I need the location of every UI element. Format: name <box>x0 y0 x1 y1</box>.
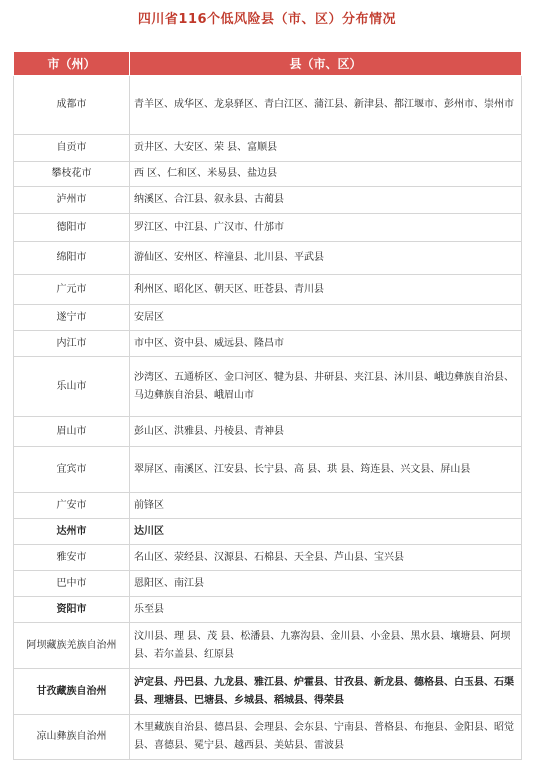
header-counties: 县（市、区） <box>130 52 522 76</box>
counties-cell: 名山区、荥经县、汉源县、石棉县、天全县、芦山县、宝兴县 <box>130 545 522 571</box>
table-row <box>14 242 522 275</box>
city-cell: 德阳市 <box>14 214 130 242</box>
table-row <box>14 305 522 331</box>
counties-cell: 恩阳区、南江县 <box>130 571 522 597</box>
city-cell: 达州市 <box>14 519 130 545</box>
counties-cell: 彭山区、洪雅县、丹棱县、青神县 <box>130 417 522 447</box>
table-row <box>14 715 522 760</box>
counties-cell: 贡井区、大安区、荣 县、富顺县 <box>130 135 522 162</box>
table-row <box>14 162 522 187</box>
counties-cell: 罗江区、中江县、广汉市、什邡市 <box>130 214 522 242</box>
city-cell: 自贡市 <box>14 135 130 162</box>
counties-cell: 泸定县、丹巴县、九龙县、雅江县、炉霍县、甘孜县、新龙县、德格县、白玉县、石渠县、理塘县、巴塘县、乡城县、稻城县、得荣县 <box>130 669 522 715</box>
counties-cell: 翠屏区、南溪区、江安县、长宁县、高 县、珙 县、筠连县、兴文县、屏山县 <box>130 447 522 493</box>
table-row <box>14 187 522 214</box>
table-row <box>14 135 522 162</box>
page-title: 四川省116个低风险县（市、区）分布情况 <box>137 12 397 27</box>
city-cell: 遂宁市 <box>14 305 130 331</box>
table-row <box>14 545 522 571</box>
city-cell: 雅安市 <box>14 545 130 571</box>
city-cell: 凉山彝族自治州 <box>14 715 130 760</box>
city-cell: 绵阳市 <box>14 242 130 275</box>
header-city: 市（州） <box>14 52 130 76</box>
counties-cell: 达川区 <box>130 519 522 545</box>
city-cell: 攀枝花市 <box>14 162 130 187</box>
table-row <box>14 571 522 597</box>
counties-cell: 乐至县 <box>130 597 522 623</box>
table-header-row <box>14 52 522 76</box>
city-cell: 宜宾市 <box>14 447 130 493</box>
counties-cell: 利州区、昭化区、朝天区、旺苍县、青川县 <box>130 275 522 305</box>
counties-cell: 汶川县、理 县、茂 县、松潘县、九寨沟县、金川县、小金县、黑水县、壤塘县、阿坝县、若尔盖县、红原县 <box>130 623 522 669</box>
table-row <box>14 275 522 305</box>
city-cell: 眉山市 <box>14 417 130 447</box>
city-cell: 巴中市 <box>14 571 130 597</box>
counties-cell: 纳溪区、合江县、叙永县、古蔺县 <box>130 187 522 214</box>
city-cell: 甘孜藏族自治州 <box>14 669 130 715</box>
table-row <box>14 669 522 715</box>
city-cell: 乐山市 <box>14 357 130 417</box>
table-row <box>14 214 522 242</box>
counties-cell: 西 区、仁和区、米易县、盐边县 <box>130 162 522 187</box>
city-cell: 成都市 <box>14 76 130 135</box>
table-row <box>14 447 522 493</box>
city-cell: 广元市 <box>14 275 130 305</box>
counties-cell: 市中区、资中县、威远县、隆昌市 <box>130 331 522 357</box>
table-row <box>14 331 522 357</box>
table-row <box>14 76 522 135</box>
table-row <box>14 493 522 519</box>
city-cell: 阿坝藏族羌族自治州 <box>14 623 130 669</box>
county-table <box>13 51 522 760</box>
counties-cell: 沙湾区、五通桥区、金口河区、犍为县、井研县、夹江县、沐川县、峨边彝族自治县、马边彝族自治县、峨眉山市 <box>130 357 522 417</box>
city-cell: 资阳市 <box>14 597 130 623</box>
table-row <box>14 623 522 669</box>
counties-cell: 前锋区 <box>130 493 522 519</box>
city-cell: 内江市 <box>14 331 130 357</box>
counties-cell: 游仙区、安州区、梓潼县、北川县、平武县 <box>130 242 522 275</box>
table-row <box>14 519 522 545</box>
table-row <box>14 417 522 447</box>
city-cell: 泸州市 <box>14 187 130 214</box>
table-row <box>14 597 522 623</box>
table-row <box>14 357 522 417</box>
counties-cell: 青羊区、成华区、龙泉驿区、青白江区、蒲江县、新津县、都江堰市、彭州市、崇州市 <box>130 76 522 135</box>
counties-cell: 木里藏族自治县、德昌县、会理县、会东县、宁南县、普格县、布拖县、金阳县、昭觉县、喜德县、冕宁县、越西县、美姑县、雷波县 <box>130 715 522 760</box>
counties-cell: 安居区 <box>130 305 522 331</box>
city-cell: 广安市 <box>14 493 130 519</box>
